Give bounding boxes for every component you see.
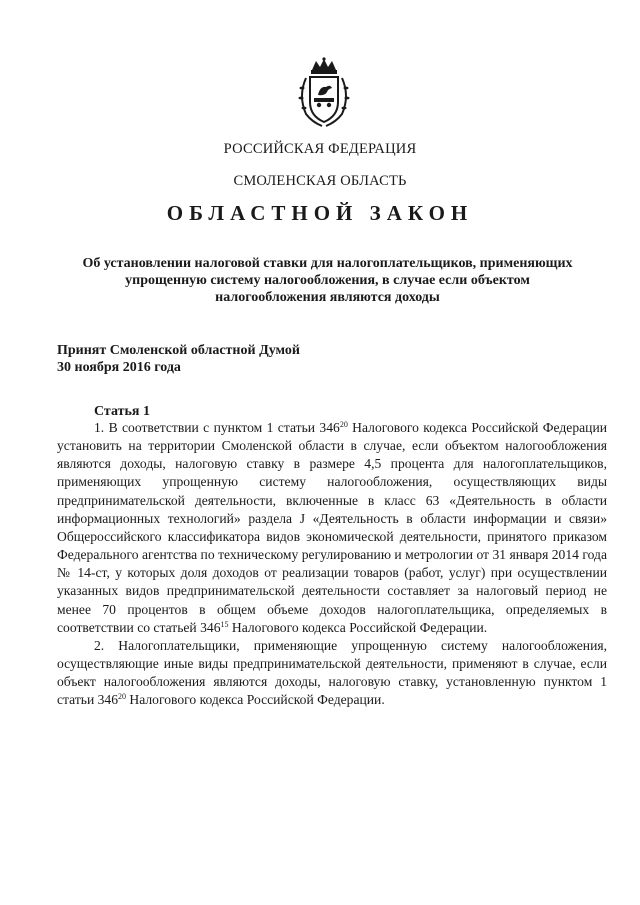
law-title-line: налогообложения являются доходы bbox=[215, 290, 440, 305]
paragraph-text: Налогового кодекса Российской Федерации. bbox=[126, 692, 385, 708]
superscript: 20 bbox=[118, 692, 127, 702]
article-heading: Статья 1 bbox=[94, 404, 150, 419]
article-paragraph-1 bbox=[57, 419, 607, 637]
adoption-info bbox=[57, 342, 300, 376]
article-body bbox=[57, 419, 607, 710]
document-type-heading: ОБЛАСТНОЙ ЗАКОН bbox=[166, 201, 474, 225]
adopted-by: Принят Смоленской областной Думой bbox=[57, 343, 300, 358]
paragraph-text: 2. Налогоплательщики, применяющие упрощенную систему налогообложения, осуществляющие иные виды предпринимательской деятельности, применяют в случае, если объект налогообложения являются доходы, налоговую ставку, установленную пунктом 1 статьи 346 bbox=[57, 637, 607, 708]
law-title-line: упрощенную систему налогообложения, в случае если объектом bbox=[125, 273, 530, 288]
article-paragraph-2 bbox=[57, 637, 607, 710]
country-name: РОССИЙСКАЯ ФЕДЕРАЦИЯ bbox=[223, 141, 417, 157]
law-title bbox=[60, 255, 595, 306]
paragraph-text: 1. В соответствии с пунктом 1 статьи 346 bbox=[94, 420, 340, 435]
adoption-date: 30 ноября 2016 года bbox=[57, 360, 181, 375]
superscript: 15 bbox=[220, 619, 229, 629]
region-name: СМОЛЕНСКАЯ ОБЛАСТЬ bbox=[233, 173, 407, 189]
coat-of-arms-icon bbox=[292, 56, 356, 128]
paragraph-text: Налогового кодекса Российской Федерации установить на территории Смоленской области в случае, если объектом налогообложения являются доходы, налоговую ставку в размере 4,5 процента для налогоплательщиков, применяющих упрощенную систему налогообложения, осуществляющих виды предпринимательской деятельности, включенные в класс 63 «Деятельность в области информационных технологий» раздела J «Деятельность в области информации и связи» Общероссийского классификатора видов экономической деятельности, принятого приказом Федерального агентства по техническому регулированию и метрологии от 31 января 2014 года № 14-ст, у которых доля доходов от реализации товаров (работ, услуг) при осуществлении указанных видов предпринимательской деятельности составляет за налоговый период не менее 70 процентов в общем объеме доходов налогоплательщика, определяемых в соответствии со статьей 346 bbox=[57, 420, 607, 635]
superscript: 20 bbox=[339, 420, 348, 429]
paragraph-text: Налогового кодекса Российской Федерации. bbox=[228, 619, 488, 635]
law-title-line: Об установлении налоговой ставки для налогоплательщиков, применяющих bbox=[82, 256, 573, 271]
